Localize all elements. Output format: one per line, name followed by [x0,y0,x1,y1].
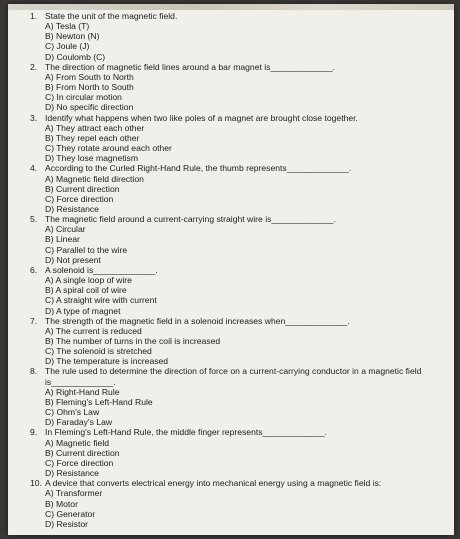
question-stem [30,478,448,488]
option-d: D) Coulomb (C) [45,51,106,62]
question-stem [30,316,448,326]
option-b: B) Motor [45,498,78,509]
question-text: According to the Curled Right-Hand Rule, the thumb represents_____________. [45,163,352,174]
option-d: D) Faraday's Law [45,417,113,428]
question-stem [30,214,448,224]
option-d: D) Resistance [45,468,99,479]
question-7 [30,316,448,367]
question-number: 1. [30,11,38,21]
option-a: A) Magnetic field [45,437,110,448]
option-d: D) A type of magnet [45,305,121,316]
option-c: C) Parallel to the wire [45,244,128,255]
question-number: 9. [30,427,38,438]
option-b: B) From North to South [45,82,134,93]
question-list [30,11,448,529]
question-text: The strength of the magnetic field in a solenoid increases when_____________. [45,315,350,326]
question-2 [30,62,448,113]
question-number: 7. [30,315,38,326]
question-5 [30,214,448,265]
option-a: A) The current is reduced [45,325,142,336]
option-d: D) Resistance [45,203,99,214]
question-1 [30,11,448,62]
question-number: 4. [30,163,38,174]
option-c: C) Force direction [45,193,114,204]
question-text: A solenoid is_____________. [45,264,158,275]
option-d: D) No specific direction [45,102,134,113]
question-text: The rule used to determine the direction of force on a current-carrying conductor in a magnetic field is_____________. [45,366,422,387]
page-top-edge [8,4,454,10]
option-c: C) In circular motion [45,92,122,103]
option-c: C) The solenoid is stretched [45,346,152,357]
question-number: 10. [30,478,42,489]
question-10 [30,478,448,529]
question-stem [30,366,448,386]
question-stem [30,62,448,72]
option-d: D) Resistor [45,518,88,529]
option-d: D) The temperature is increased [45,356,169,367]
option-b: B) A spiral coil of wire [45,285,127,296]
option-b: B) The number of turns in the coil is increased [45,336,221,346]
question-number: 6. [30,264,38,275]
question-stem [30,113,448,123]
option-a: A) Transformer [45,488,103,499]
option-c: C) They rotate around each other [45,143,172,154]
question-text: State the unit of the magnetic field. [45,11,178,21]
option-a: A) From South to North [45,71,134,82]
question-text: In Fleming's Left-Hand Rule, the middle finger represents_____________. [45,427,328,438]
question-text: The direction of magnetic field lines around a bar magnet is_____________. [45,61,335,72]
question-text: Identify what happens when two like poles of a magnet are brought close together. [45,112,358,123]
option-c: C) A straight wire with current [45,295,157,306]
option-b: B) Fleming's Left-Hand Rule [45,396,153,407]
question-6 [30,265,448,316]
question-stem [30,163,448,173]
option-c: C) Force direction [45,457,114,468]
option-d: D) Not present [45,254,101,265]
option-c: C) Generator [45,508,96,519]
option-c: C) Joule (J) [45,41,90,52]
option-b: B) They repel each other [45,132,140,143]
question-3 [30,113,448,164]
question-number: 5. [30,214,38,225]
option-a: A) Circular [45,224,86,235]
question-8 [30,366,448,427]
option-a: A) Magnetic field direction [45,173,144,184]
question-text: A device that converts electrical energy into mechanical energy using a magnetic field is: [45,478,382,489]
option-b: B) Current direction [45,183,120,194]
option-b: B) Linear [45,234,80,245]
option-a: A) Tesla (T) [45,21,90,32]
question-stem [30,265,448,275]
question-text: The magnetic field around a current-carrying straight wire is_____________. [45,214,336,225]
option-b: B) Newton (N) [45,31,100,42]
question-4 [30,163,448,214]
option-b: B) Current direction [45,447,120,458]
option-a: A) Right-Hand Rule [45,386,120,397]
question-9 [30,427,448,478]
question-number: 3. [30,112,38,123]
question-stem [30,427,448,437]
option-a: A) A single loop of wire [45,275,132,286]
worksheet-page [8,4,454,535]
option-c: C) Ohm's Law [45,407,100,418]
option-a: A) They attract each other [45,122,145,133]
option-d: D) They lose magnetism [45,153,138,164]
question-number: 2. [30,61,38,72]
question-stem [30,11,448,21]
question-number: 8. [30,366,38,377]
